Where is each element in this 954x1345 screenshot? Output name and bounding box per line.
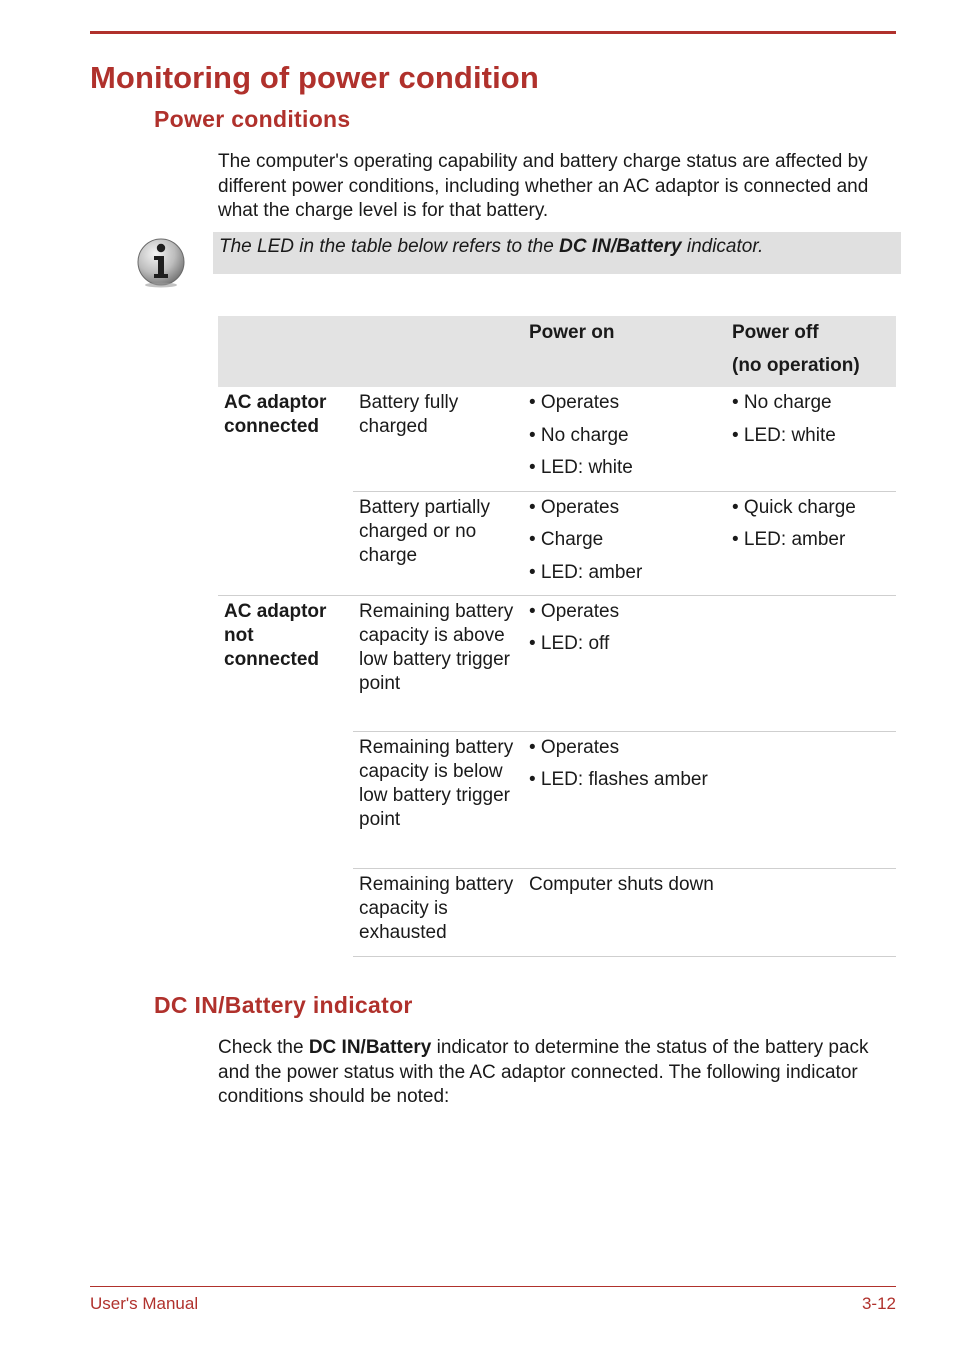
footer-rule [90,1286,896,1287]
note-text-suffix: indicator. [681,236,764,257]
footer-page-number: 3-12 [861,1294,896,1313]
note-text-prefix: The LED in the table below refers to the [219,236,560,257]
state-cell: Battery fully charged [359,392,459,437]
indicator-paragraph-prefix: Check the [218,1037,309,1058]
header-power-off-line2: (no operation) [732,355,860,376]
condition-cell: AC adaptor not connected [218,595,353,956]
indicator-paragraph-strong: DC IN/Battery [308,1037,432,1058]
condition-cell: AC adaptor connected [224,392,327,437]
note-text-strong: DC IN/Battery [559,236,682,257]
power-off-cell [726,387,896,491]
power-on-cell [523,595,726,731]
footer-manual-title: User's Manual [90,1294,199,1313]
power-off-cell [726,731,896,868]
header-cell-empty-2 [353,316,523,387]
power-off-cell [726,868,896,956]
list-item: • Operates [529,736,620,758]
table-row [218,595,896,731]
power-on-cell [523,731,726,868]
header-power-off [726,316,896,387]
state-cell: Battery partially charged or no charge [353,491,523,595]
table-header-row [218,316,896,387]
section-heading-dc-in-battery-indicator: DC IN/Battery indicator [154,992,413,1018]
info-icon [135,236,187,288]
indicator-paragraph [218,1036,898,1110]
section-heading-power-conditions: Power conditions [154,106,351,132]
list-item: • LED: white [732,424,836,446]
list-item: • LED: white [529,457,633,478]
list-item: • Quick charge [732,496,856,518]
list-item: • No charge [732,392,832,413]
power-on-cell [523,868,726,956]
list-item: • Operates [529,392,620,413]
power-on-cell [523,387,726,491]
header-cell-empty-1 [218,316,353,387]
top-rule [90,31,896,34]
power-conditions-table [218,316,896,957]
power-off-cell [726,491,896,595]
list-item: • Operates [529,600,620,622]
list-item: • LED: flashes amber [529,769,708,790]
page-title: Monitoring of power condition [90,60,539,95]
list-item: Computer shuts down [529,873,714,895]
table-row [218,387,896,491]
header-power-off-line1: Power off [732,322,819,343]
list-item: • LED: off [529,633,610,654]
state-cell: Remaining battery capacity is exhausted [353,868,523,956]
power-off-cell [726,595,896,731]
intro-paragraph: The computer's operating capability and battery charge status are affected by different power conditions, including whether an AC adaptor is connected and what the charge level is for that battery. [218,151,869,221]
list-item: • No charge [529,424,629,446]
list-item: • LED: amber [529,561,643,583]
power-on-cell [523,491,726,595]
list-item: • Charge [529,529,604,550]
note-box [213,232,901,274]
state-cell: Remaining battery capacity is below low battery trigger point [353,731,523,868]
indicator-paragraph-suffix: indicator to determine the status of the battery pack and the power status with the AC adaptor connected. The following indicator conditions should be noted: [218,1037,869,1107]
list-item: • LED: amber [732,529,846,550]
state-cell: Remaining battery capacity is above low battery trigger point [353,595,523,731]
header-power-on: Power on [523,316,726,387]
list-item: • Operates [529,496,620,518]
